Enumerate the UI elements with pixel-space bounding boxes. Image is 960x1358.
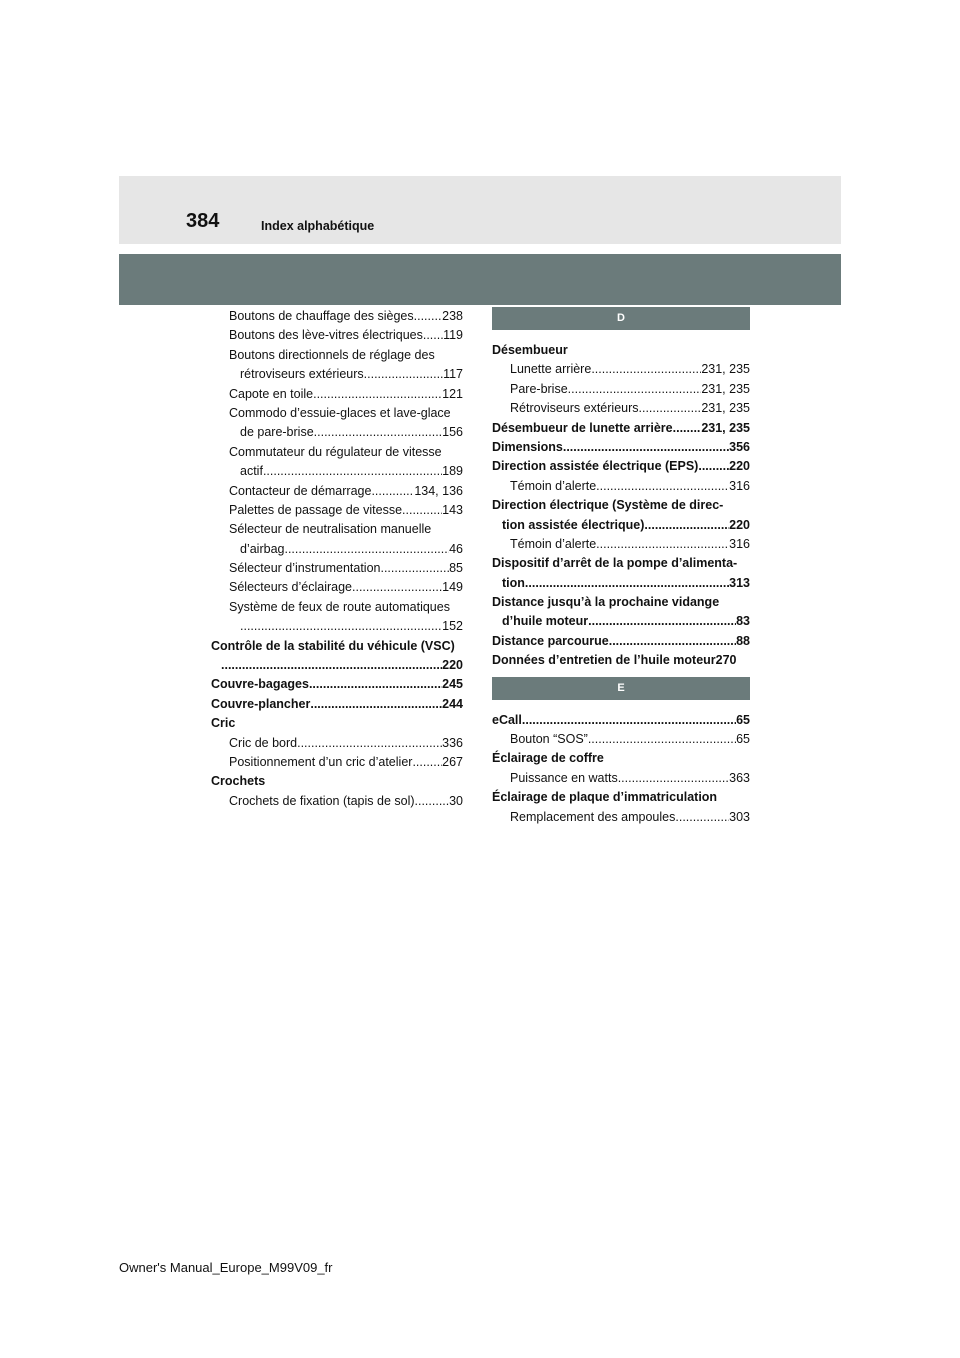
entry-text: Rétroviseurs extérieurs <box>510 401 639 416</box>
dot-leader <box>415 792 450 811</box>
dot-leader <box>314 423 442 442</box>
index-entry <box>211 559 463 578</box>
page-reference[interactable]: 316 <box>729 478 750 493</box>
dot-leader <box>568 380 702 399</box>
entry-text: Distance parcourue <box>492 633 609 648</box>
index-entry: Boutons directionnels de réglage des <box>229 347 435 362</box>
page-reference[interactable]: 46 <box>449 541 463 556</box>
dot-leader <box>402 501 442 520</box>
index-column-right <box>492 307 750 827</box>
entry-text: Bouton “SOS” <box>510 732 588 747</box>
index-entry: Données d’entretien de l’huile moteur270 <box>492 653 737 668</box>
dot-leader <box>618 769 729 788</box>
index-entry <box>492 516 750 535</box>
page-reference[interactable]: 231, 235 <box>701 381 750 396</box>
entry-text: rétroviseurs extérieurs <box>240 367 364 382</box>
page-reference[interactable]: 231, 235 <box>701 362 750 377</box>
entry-text: Dimensions <box>492 439 563 454</box>
dot-leader <box>352 578 442 597</box>
dot-leader <box>310 695 442 714</box>
index-entry: Désembueur <box>492 343 568 357</box>
index-entry <box>211 365 463 384</box>
index-entry <box>211 578 463 597</box>
dot-leader <box>297 734 442 753</box>
index-entry <box>492 769 750 788</box>
index-entry <box>492 438 750 457</box>
section-letter-header: E <box>492 677 750 700</box>
entry-text: Cric de bord <box>229 735 298 750</box>
index-entry <box>211 482 463 501</box>
page-reference[interactable]: 220 <box>442 658 463 673</box>
page-reference[interactable]: 231, 235 <box>701 420 750 435</box>
dot-leader <box>313 385 442 404</box>
page-reference[interactable]: 117 <box>443 367 463 382</box>
dot-leader <box>371 482 414 501</box>
index-entry <box>492 419 750 438</box>
dot-leader <box>588 612 736 631</box>
page-reference[interactable]: 245 <box>442 677 463 692</box>
page-reference[interactable]: 65 <box>736 732 750 747</box>
entry-text: Boutons de chauffage des sièges <box>229 309 414 323</box>
entry-text: Positionnement d’un cric d’atelier <box>229 754 413 769</box>
entry-text: Crochets de fixation (tapis de sol) <box>229 793 415 808</box>
page-reference[interactable]: 143 <box>442 502 463 517</box>
index-entry <box>211 656 463 675</box>
entry-text: Couvre-plancher <box>211 696 311 711</box>
page-reference[interactable]: 119 <box>443 328 463 343</box>
dot-leader <box>675 808 729 827</box>
page-reference[interactable]: 65 <box>736 712 750 727</box>
page-reference[interactable]: 356 <box>729 439 750 454</box>
page-reference[interactable]: 88 <box>736 633 750 648</box>
index-entry <box>492 457 750 476</box>
dot-leader <box>596 535 729 554</box>
index-entry: Commodo d’essuie-glaces et lave-glace <box>229 405 451 420</box>
page-reference[interactable]: 156 <box>442 425 463 440</box>
dot-leader <box>380 559 449 578</box>
dot-leader <box>284 540 449 559</box>
index-entry <box>492 477 750 496</box>
index-entry: Cric <box>211 716 236 731</box>
dot-leader <box>609 632 736 651</box>
index-entry <box>492 380 750 399</box>
entry-text: Témoin d’alerte <box>510 536 597 551</box>
index-entry: Crochets <box>211 774 266 789</box>
index-entry: Commutateur du régulateur de vitesse <box>229 444 442 459</box>
index-entry: Contrôle de la stabilité du véhicule (VSC) <box>211 638 455 653</box>
dot-leader <box>673 419 702 438</box>
index-entry: Système de feux de route automatiques <box>229 599 450 614</box>
dot-leader <box>525 574 729 593</box>
page-reference[interactable]: 363 <box>729 770 750 785</box>
index-entry <box>492 360 750 379</box>
page-reference[interactable]: 83 <box>736 614 750 629</box>
page-reference[interactable]: 152 <box>442 619 463 634</box>
section-letter-header: D <box>492 307 750 330</box>
page-reference[interactable]: 149 <box>442 580 463 595</box>
entry-text: Sélecteurs d’éclairage <box>229 580 352 595</box>
index-column-left <box>211 307 463 811</box>
entry-text: Lunette arrière <box>510 362 592 377</box>
index-entry <box>211 617 463 636</box>
page-reference[interactable]: 336 <box>442 735 463 750</box>
index-entry <box>211 695 463 714</box>
dot-leader <box>364 365 443 384</box>
entry-text: Direction assistée électrique (EPS) <box>492 459 699 474</box>
page-reference[interactable]: 244 <box>442 696 463 711</box>
entry-text: d’huile moteur <box>502 614 589 629</box>
index-entry <box>492 730 750 749</box>
index-entry <box>492 808 750 827</box>
header-divider-bar <box>119 254 841 305</box>
dot-leader <box>591 360 701 379</box>
entry-text: tion assistée électrique) <box>502 517 645 532</box>
dot-leader <box>240 617 442 636</box>
entry-text: Capote en toile <box>229 386 314 401</box>
page-reference[interactable]: 231, 235 <box>701 401 750 416</box>
entry-text: actif <box>240 464 263 479</box>
page-reference[interactable]: 189 <box>442 464 463 479</box>
page-reference[interactable]: 303 <box>729 809 750 824</box>
header-band <box>119 176 841 244</box>
index-entry: Dispositif d’arrêt de la pompe d’alimenta- <box>492 556 738 571</box>
dot-leader <box>639 399 702 418</box>
index-entry <box>211 675 463 694</box>
dot-leader <box>309 675 442 694</box>
dot-leader <box>563 438 729 457</box>
dot-leader <box>596 477 729 496</box>
page-number: 384 <box>186 210 220 232</box>
entry-text: de pare-brise <box>240 425 314 440</box>
index-entry <box>492 632 750 651</box>
entry-text: Puissance en watts <box>510 770 618 785</box>
index-entry <box>211 423 463 442</box>
dot-leader <box>423 326 443 345</box>
index-entry <box>492 399 750 418</box>
index-entry <box>211 462 463 481</box>
index-entry: Sélecteur de neutralisation manuelle <box>229 522 432 537</box>
entry-text: d’airbag <box>240 541 285 556</box>
entry-text: tion <box>502 575 525 590</box>
entry-text: Couvre-bagages <box>211 677 309 692</box>
entry-text: Palettes de passage de vitesse <box>229 502 403 517</box>
page-reference[interactable]: 134, 136 <box>414 483 463 498</box>
index-entry <box>211 385 463 404</box>
dot-leader <box>698 457 729 476</box>
dot-leader <box>412 753 442 772</box>
page-reference[interactable]: 267 <box>442 754 463 769</box>
index-entry <box>211 501 463 520</box>
entry-text: Contacteur de démarrage <box>229 483 372 498</box>
dot-leader <box>644 516 729 535</box>
dot-leader <box>588 730 736 749</box>
index-entry <box>211 326 463 345</box>
index-entry <box>492 574 750 593</box>
entry-text: Témoin d’alerte <box>510 478 597 493</box>
footer-text: Owner's Manual_Europe_M99V09_fr <box>119 1260 333 1275</box>
index-entry: Distance jusqu’à la prochaine vidange <box>492 595 720 610</box>
entry-text: Sélecteur d’instrumentation <box>229 561 381 576</box>
entry-text: eCall <box>492 712 522 727</box>
index-entry <box>211 734 463 753</box>
index-entry <box>211 753 463 772</box>
entry-text: Boutons des lève-vitres électriques <box>229 328 423 343</box>
page-reference[interactable]: 85 <box>449 561 463 576</box>
index-entry <box>492 612 750 631</box>
page-reference[interactable]: 30 <box>449 793 463 808</box>
index-entry <box>211 792 463 811</box>
page-reference[interactable]: 238 <box>442 309 463 323</box>
entry-text: Désembueur de lunette arrière <box>492 420 673 435</box>
entry-text: Pare-brise <box>510 381 568 396</box>
dot-leader <box>221 656 442 675</box>
page-title: Index alphabétique <box>261 219 375 233</box>
page-reference[interactable]: 313 <box>729 575 750 590</box>
index-entry <box>492 535 750 554</box>
dot-leader <box>522 711 736 730</box>
index-entry <box>211 307 463 326</box>
page-reference[interactable]: 121 <box>442 386 463 401</box>
dot-leader <box>414 307 443 326</box>
index-entry <box>211 540 463 559</box>
page-reference[interactable]: 220 <box>729 459 750 474</box>
index-entry: Éclairage de coffre <box>492 751 604 766</box>
index-entry: Éclairage de plaque d’immatriculation <box>492 790 718 805</box>
entry-text: Remplacement des ampoules <box>510 809 676 824</box>
dot-leader <box>263 462 442 481</box>
page-reference[interactable]: 316 <box>729 536 750 551</box>
index-entry <box>492 711 750 730</box>
page-reference[interactable]: 220 <box>729 517 750 532</box>
index-entry: Direction électrique (Système de direc- <box>492 498 724 513</box>
